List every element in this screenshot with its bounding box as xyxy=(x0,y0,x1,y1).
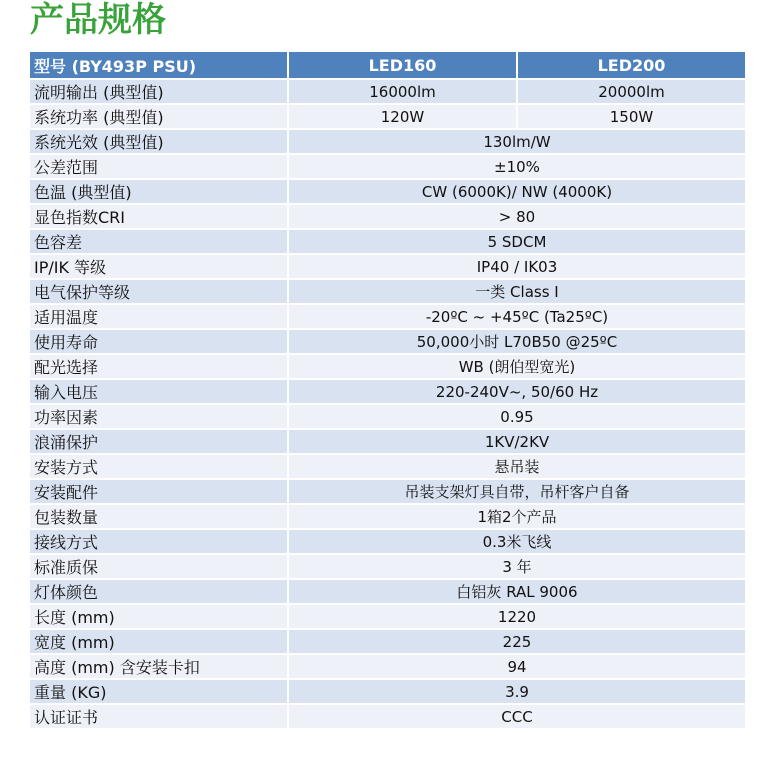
row-label: 输入电压 xyxy=(30,379,288,404)
row-value: 白铝灰 RAL 9006 xyxy=(288,579,745,604)
row-value: 220-240V~, 50/60 Hz xyxy=(288,379,745,404)
row-label: 色温 (典型值) xyxy=(30,179,288,204)
row-label: 电气保护等级 xyxy=(30,279,288,304)
table-row xyxy=(30,579,745,604)
spec-table xyxy=(30,52,745,730)
table-row xyxy=(30,554,745,579)
table-row xyxy=(30,679,745,704)
row-label: 安装配件 xyxy=(30,479,288,504)
row-value: 1箱2个产品 xyxy=(288,504,745,529)
row-label: 接线方式 xyxy=(30,529,288,554)
row-value: -20ºC ~ +45ºC (Ta25ºC) xyxy=(288,304,745,329)
row-value: 130lm/W xyxy=(288,129,745,154)
row-value: CW (6000K)/ NW (4000K) xyxy=(288,179,745,204)
row-label: 宽度 (mm) xyxy=(30,629,288,654)
row-value: 一类 Class I xyxy=(288,279,745,304)
row-label: 配光选择 xyxy=(30,354,288,379)
table-row xyxy=(30,479,745,504)
row-label: 系统光效 (典型值) xyxy=(30,129,288,154)
spec-table-body xyxy=(30,79,745,729)
row-label: 系统功率 (典型值) xyxy=(30,104,288,129)
row-value-led160: 16000lm xyxy=(288,79,517,104)
table-row xyxy=(30,129,745,154)
table-row xyxy=(30,704,745,729)
row-label: 适用温度 xyxy=(30,304,288,329)
row-label: IP/IK 等级 xyxy=(30,254,288,279)
table-row xyxy=(30,529,745,554)
row-label: 长度 (mm) xyxy=(30,604,288,629)
row-value: 3.9 xyxy=(288,679,745,704)
row-label: 使用寿命 xyxy=(30,329,288,354)
row-value: IP40 / IK03 xyxy=(288,254,745,279)
table-row xyxy=(30,379,745,404)
table-row xyxy=(30,604,745,629)
row-value: 悬吊装 xyxy=(288,454,745,479)
row-value: > 80 xyxy=(288,204,745,229)
table-row xyxy=(30,304,745,329)
row-label: 包装数量 xyxy=(30,504,288,529)
row-value: 3 年 xyxy=(288,554,745,579)
row-label: 显色指数CRI xyxy=(30,204,288,229)
row-label: 高度 (mm) 含安装卡扣 xyxy=(30,654,288,679)
table-row xyxy=(30,429,745,454)
page-title: 产品规格 xyxy=(30,0,166,40)
table-row xyxy=(30,329,745,354)
row-label: 重量 (KG) xyxy=(30,679,288,704)
row-label: 流明输出 (典型值) xyxy=(30,79,288,104)
table-row xyxy=(30,229,745,254)
row-value: 94 xyxy=(288,654,745,679)
row-label: 浪涌保护 xyxy=(30,429,288,454)
table-row xyxy=(30,279,745,304)
row-value: 1220 xyxy=(288,604,745,629)
table-row xyxy=(30,179,745,204)
row-label: 灯体颜色 xyxy=(30,579,288,604)
header-model: 型号 (BY493P PSU) xyxy=(30,52,288,79)
row-value: 0.3米飞线 xyxy=(288,529,745,554)
row-label: 色容差 xyxy=(30,229,288,254)
table-row xyxy=(30,454,745,479)
table-row xyxy=(30,254,745,279)
row-label: 安装方式 xyxy=(30,454,288,479)
table-row xyxy=(30,629,745,654)
header-led160: LED160 xyxy=(288,52,517,79)
row-value: ±10% xyxy=(288,154,745,179)
table-row xyxy=(30,204,745,229)
row-label: 认证证书 xyxy=(30,704,288,729)
row-value: 1KV/2KV xyxy=(288,429,745,454)
table-row xyxy=(30,104,745,129)
table-row xyxy=(30,79,745,104)
row-value: WB (朗伯型宽光) xyxy=(288,354,745,379)
row-value-led160: 120W xyxy=(288,104,517,129)
row-label: 功率因素 xyxy=(30,404,288,429)
row-label: 标准质保 xyxy=(30,554,288,579)
row-value: 吊装支架灯具自带，吊杆客户自备 xyxy=(288,479,745,504)
table-header-row xyxy=(30,52,745,79)
table-row xyxy=(30,504,745,529)
row-value-led200: 20000lm xyxy=(517,79,745,104)
row-value-led200: 150W xyxy=(517,104,745,129)
table-row xyxy=(30,654,745,679)
header-led200: LED200 xyxy=(517,52,745,79)
table-row xyxy=(30,154,745,179)
table-row xyxy=(30,404,745,429)
row-value: 225 xyxy=(288,629,745,654)
row-value: 50,000小时 L70B50 @25ºC xyxy=(288,329,745,354)
row-value: CCC xyxy=(288,704,745,729)
row-value: 0.95 xyxy=(288,404,745,429)
table-row xyxy=(30,354,745,379)
row-label: 公差范围 xyxy=(30,154,288,179)
row-value: 5 SDCM xyxy=(288,229,745,254)
